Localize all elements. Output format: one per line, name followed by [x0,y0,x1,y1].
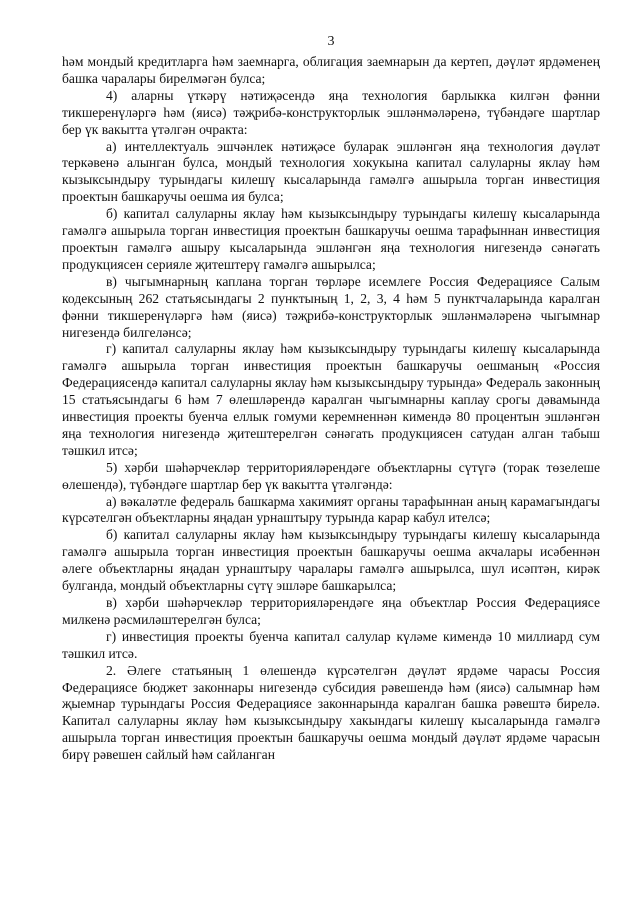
paragraph: а) интеллектуаль эшчәнлек нәтиҗәсе буларак эшләнгән яңа технология дәүләт теркәвенә алынган булса, мондый технология хокукына капитал салуларны яклау һәм кызыксындыру турындагы килешү кысаларында гамәлгә ашырыла торган инвестиция проектын башкаручы оешма ия булса; [62,138,600,205]
paragraph: а) вәкаләтле федераль башкарма хакимият органы тарафыннан аның карамагындагы күрсәтелгән объектларны яңадан урнаштыру турында карар кабул ителсә; [62,493,600,526]
paragraph: б) капитал салуларны яклау һәм кызыксындыру турындагы килешү кысаларында гамәлгә ашырыла торган инвестиция проектын башкаручы оешма акчалары исәбеннән әлеге объектларны яңадан урнаштыру чаралары гамәлгә ашырылса, шул исәптән, кирәк булганда, мондый объектларны сүтү эшләре башкарылса; [62,527,600,594]
paragraph: г) капитал салуларны яклау һәм кызыксындыру турындагы килешү кысаларында гамәлгә ашырыла торган инвестиция проектын башкаручы оешманың «Россия Федерациясендә капитал салуларны яклау һәм кызыксындыру турында» Федераль законның 15 статьясындагы 6 һәм 7 өлешләрендә каралган чыгымнарны каплау срогы дәвамында инвестиция проекты буенча еллык гомуми керемненнән кимендә 80 процентын эшләнгән яңа технология нигезендә җитештерелгән сәнәгать продукциясен сатудан алган табыш тәшкил итсә; [62,341,600,458]
paragraph: г) инвестиция проекты буенча капитал салулар күләме кимендә 10 миллиард сум тәшкил итсә. [62,628,600,661]
paragraph: 4) аларны үткәрү нәтиҗәсендә яңа технология барлыкка килгән фәнни тикшеренүләргә һәм (яисә) тәҗрибә-конструкторлык эшләнмәләренә, түбәндәге шартлар бер үк вакытта үтәлгән очракта: [62,87,600,137]
paragraph: б) капитал салуларны яклау һәм кызыксындыру турындагы килешү кысаларында гамәлгә ашырыла торган инвестиция проектын башкаручы оешма тарафыннан инвестиция проектын гамәлгә ашыру кысаларында эшләнгән яңа технология нигезендә сәнәгать продукциясен серияле җитештерү гамәлгә ашырылса; [62,206,600,272]
paragraph: в) чыгымнарның каплана торган төрләре исемлеге Россия Федерациясе Салым кодексының 262 статьясындагы 2 пунктының 1, 2, 3, 4 һәм 5 пунктчаларында каралган фәнни тикшеренүләргә һәм (яисә) тәҗрибә-конструкторлык эшләнмәләренә чыгымнар нигезендә билгеләнсә; [62,273,600,340]
document-body [62,54,600,764]
paragraph: 5) хәрби шәһәрчекләр территорияләрендәге объектларны сүтүгә (торак төзелеше өлешендә), түбәндәге шартлар бер үк вакытта үтәлгәндә: [62,459,600,492]
paragraph: в) хәрби шәһәрчекләр территорияләрендәге яңа объектлар Россия Федерациясе милкенә рәсмиләштерелгән булса; [62,595,600,627]
paragraph: һәм мондый кредитларга һәм заемнарга, облигация заемнарын да кертеп, дәүләт ярдәменең башка чаралары бирелмәгән булса; [62,54,600,86]
paragraph: 2. Әлеге статьяның 1 өлешендә күрсәтелгән дәүләт ярдәме чарасы Россия Федерациясе бюджет законнары нигезендә субсидия рәвешендә һәм (яисә) салымнар һәм җыемнар турындагы Россия Федерациясе законнарында каралган башка рәвештә бирелә. Капитал салуларны яклау һәм кызыксындыру хакындагы килешү кысаларында гамәлгә ашырыла торган инвестиция проектын башкаручы оешма мондый дәүләт ярдәме чарасын бирү рәвешен сайлый һәм сайланган [62,662,600,763]
page-number: 3 [327,34,335,49]
